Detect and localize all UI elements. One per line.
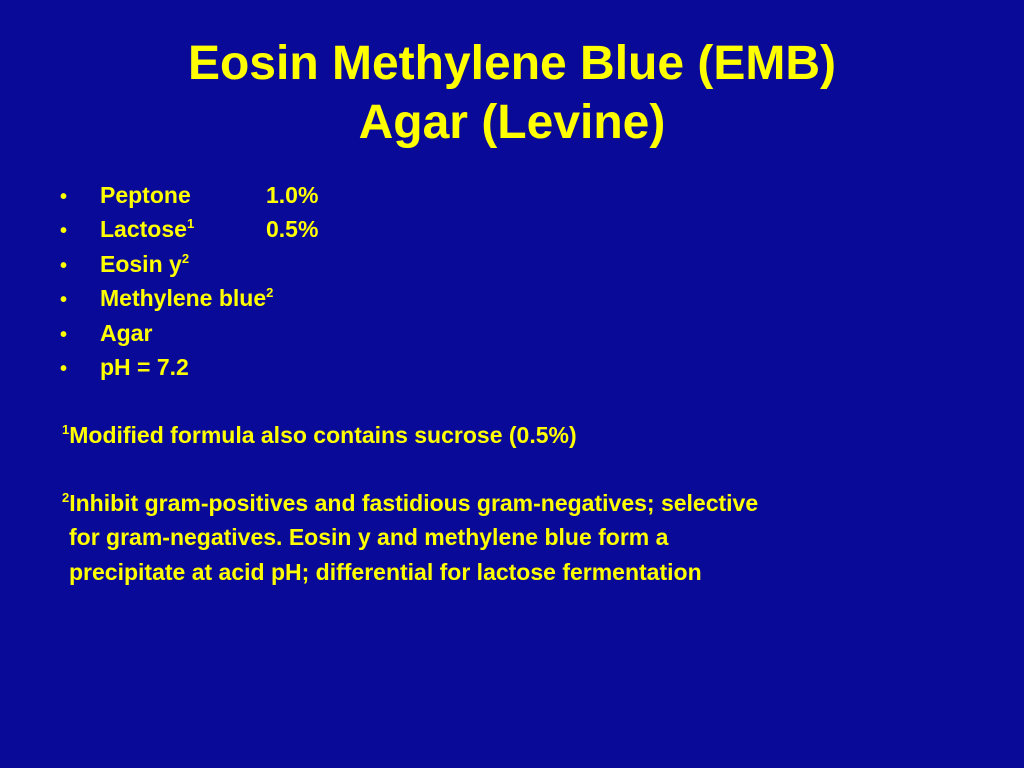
ingredient-name: Eosin $y^2$ bbox=[100, 250, 190, 277]
list-item bbox=[60, 212, 318, 246]
bullet-icon: • bbox=[60, 220, 68, 243]
ingredient-name: Agar bbox=[100, 319, 153, 346]
bullet-icon: • bbox=[60, 254, 68, 277]
ingredient-value: 0.5% bbox=[266, 216, 319, 243]
slide-title-line-1: Eosin Methylene Blue (EMB) bbox=[187, 37, 837, 90]
bullet-icon: • bbox=[60, 357, 68, 380]
ingredient-footnote-marker: 1 bbox=[186, 216, 195, 232]
footnote-2-line-2: for gram-negatives. Eosin y and methylene blue form a bbox=[69, 524, 669, 551]
slide-title-line-2: Agar (Levine) bbox=[358, 96, 666, 149]
footnote-1-marker: 1 bbox=[62, 422, 70, 437]
footnote-1 bbox=[62, 418, 577, 452]
list-item bbox=[60, 178, 318, 212]
list-item bbox=[60, 316, 318, 350]
footnote-2 bbox=[62, 486, 758, 589]
slide-title bbox=[0, 34, 1024, 152]
ingredient-name: Peptone bbox=[100, 182, 191, 208]
ingredient-name: Lactose$^1$ bbox=[100, 216, 195, 243]
bullet-icon: • bbox=[60, 289, 68, 312]
ingredient-value: 1.0% bbox=[266, 182, 319, 208]
ingredient-name: pH = 7.2 bbox=[100, 353, 189, 380]
ingredient-footnote-marker: 2 bbox=[266, 285, 274, 301]
list-item bbox=[60, 247, 318, 281]
ingredient-name: Methylene blue$^2$ bbox=[100, 285, 274, 312]
footnote-2-marker: 2 bbox=[62, 490, 70, 505]
ingredient-footnote-marker: 2 bbox=[181, 250, 190, 266]
ingredient-list bbox=[60, 178, 318, 384]
footnote-1-text: Modified formula also contains sucrose (0.5%) bbox=[69, 422, 577, 448]
list-item bbox=[60, 350, 318, 384]
bullet-icon: • bbox=[60, 323, 68, 346]
list-item bbox=[60, 281, 318, 315]
bullet-icon: • bbox=[60, 186, 68, 208]
footnote-2-line-3: precipitate at acid pH; differential for lactose fermentation bbox=[69, 558, 702, 585]
footnote-2-line-1: Inhibit gram-positives and fastidious gram-negatives; selective bbox=[69, 490, 759, 516]
